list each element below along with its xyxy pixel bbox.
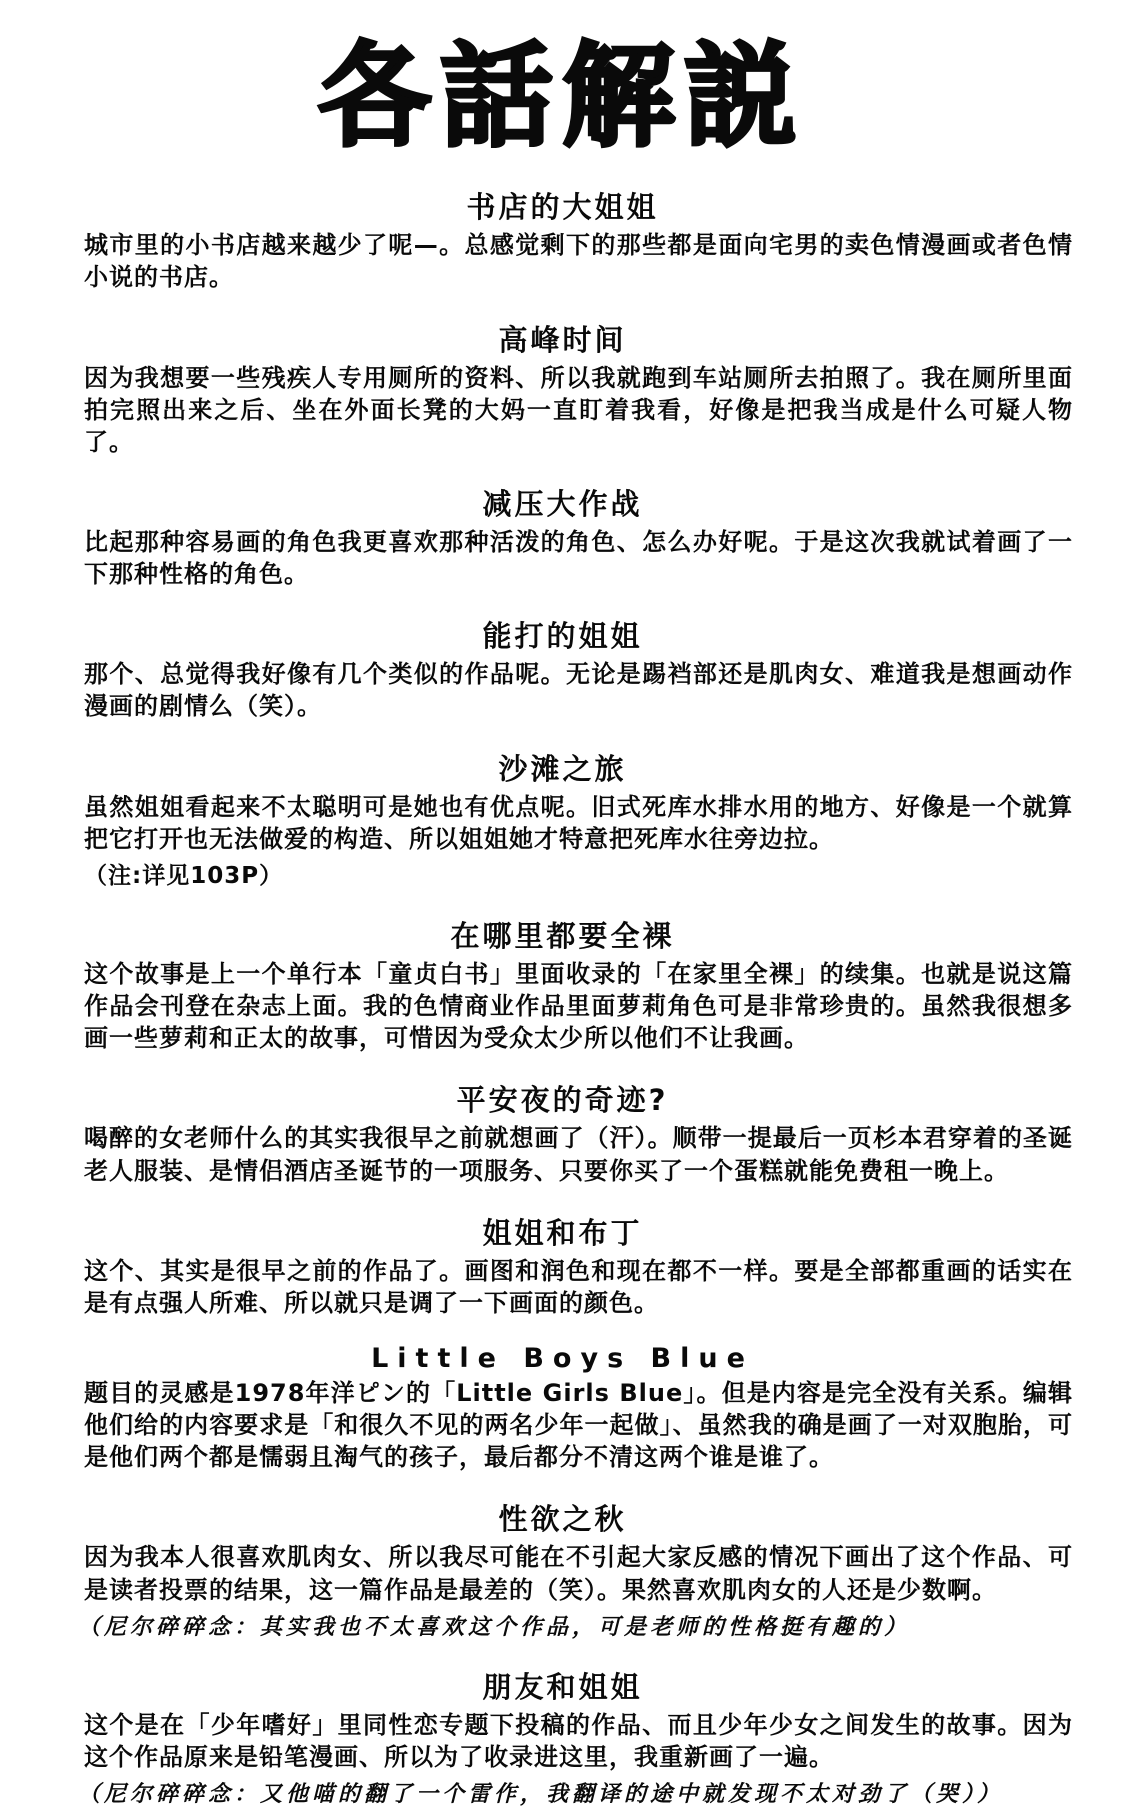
sections-container <box>0 185 1125 1808</box>
commentary-section <box>0 185 1125 293</box>
commentary-section <box>0 482 1125 590</box>
section-heading: 沙滩之旅 <box>498 751 627 786</box>
commentary-section <box>0 1665 1125 1808</box>
section-handwritten-note: （尼尔碎碎念：又他喵的翻了一个雷作，我翻译的途中就发现不太对劲了（哭）） <box>78 1782 1004 1808</box>
section-body: 因为我想要一些残疾人专用厕所的资料、所以我就跑到车站厕所去拍照了。我在厕所里面拍完照出来之后、坐在外面长凳的大妈一直盯着我看，好像是把我当成是什么可疑人物了。 <box>84 363 1073 456</box>
section-heading: 朋友和姐姐 <box>482 1669 643 1704</box>
commentary-section <box>0 747 1125 890</box>
section-heading: 在哪里都要全裸 <box>450 918 675 953</box>
section-body: 这个、其实是很早之前的作品了。画图和润色和现在都不一样。要是全部都重画的话实在是有点强人所难、所以就只是调了一下画面的颜色。 <box>84 1256 1073 1317</box>
section-heading: 书店的大姐姐 <box>466 190 659 225</box>
section-body: 题目的灵感是1978年洋ピン的「Little Girls Blue」。但是内容是完全没有关系。编辑他们给的内容要求是「和很久不见的两名少年一起做」、虽然我的确是画了一对双胞胎，可是他们两个都是懦弱且淘气的孩子，最后都分不清这两个谁是谁了。 <box>84 1379 1073 1472</box>
commentary-section <box>0 1497 1125 1640</box>
section-note: （注:详见103P） <box>84 862 284 889</box>
section-body: 虽然姐姐看起来不太聪明可是她也有优点呢。旧式死库水排水用的地方、好像是一个就算把它打开也无法做爱的构造、所以姐姐她才特意把死库水往旁边拉。 <box>84 792 1073 853</box>
section-body: 喝醉的女老师什么的其实我很早之前就想画了（汗）。顺带一提最后一页杉本君穿着的圣诞老人服装、是情侣酒店圣诞节的一项服务、只要你买了一个蛋糕就能免费租一晚上。 <box>84 1124 1073 1185</box>
section-heading: 性欲之秋 <box>498 1502 627 1537</box>
section-body: 因为我本人很喜欢肌肉女、所以我尽可能在不引起大家反感的情况下画出了这个作品、可是读者投票的结果，这一篇作品是最差的（笑）。果然喜欢肌肉女的人还是少数啊。 <box>84 1543 1073 1604</box>
section-body: 城市里的小书店越来越少了呢—。总感觉剩下的那些都是面向宅男的卖色情漫画或者色情小说的书店。 <box>84 231 1073 292</box>
commentary-section <box>0 1343 1125 1473</box>
commentary-section <box>0 1211 1125 1319</box>
section-heading: 减压大作战 <box>482 486 643 521</box>
page-title: 各話解説 <box>318 32 807 162</box>
commentary-section <box>0 318 1125 458</box>
section-heading: 姐姐和布丁 <box>482 1215 643 1250</box>
section-body: 这个故事是上一个单行本「童贞白书」里面收录的「在家里全裸」的续集。也就是说这篇作品会刊登在杂志上面。我的色情商业作品里面萝莉角色可是非常珍贵的。虽然我很想多画一些萝莉和正太的故事，可惜因为受众太少所以他们不让我画。 <box>84 959 1073 1053</box>
section-heading: 高峰时间 <box>498 322 627 357</box>
section-handwritten-note: （尼尔碎碎念：其实我也不太喜欢这个作品，可是老师的性格挺有趣的） <box>78 1614 911 1640</box>
commentary-section <box>0 1078 1125 1186</box>
commentary-section <box>0 914 1125 1054</box>
commentary-section <box>0 614 1125 722</box>
section-body: 那个、总觉得我好像有几个类似的作品呢。无论是踢裆部还是肌肉女、难道我是想画动作漫画的剧情么（笑）。 <box>84 660 1073 721</box>
section-heading: Little Boys Blue <box>371 1343 754 1374</box>
section-heading: 能打的姐姐 <box>482 619 643 654</box>
section-body: 比起那种容易画的角色我更喜欢那种活泼的角色、怎么办好呢。于是这次我就试着画了一下那种性格的角色。 <box>84 527 1073 589</box>
section-body: 这个是在「少年嗜好」里同性恋专题下投稿的作品、而且少年少女之间发生的故事。因为这个作品原来是铅笔漫画、所以为了收录进这里，我重新画了一遍。 <box>84 1710 1073 1771</box>
section-heading: 平安夜的奇迹? <box>456 1083 669 1118</box>
